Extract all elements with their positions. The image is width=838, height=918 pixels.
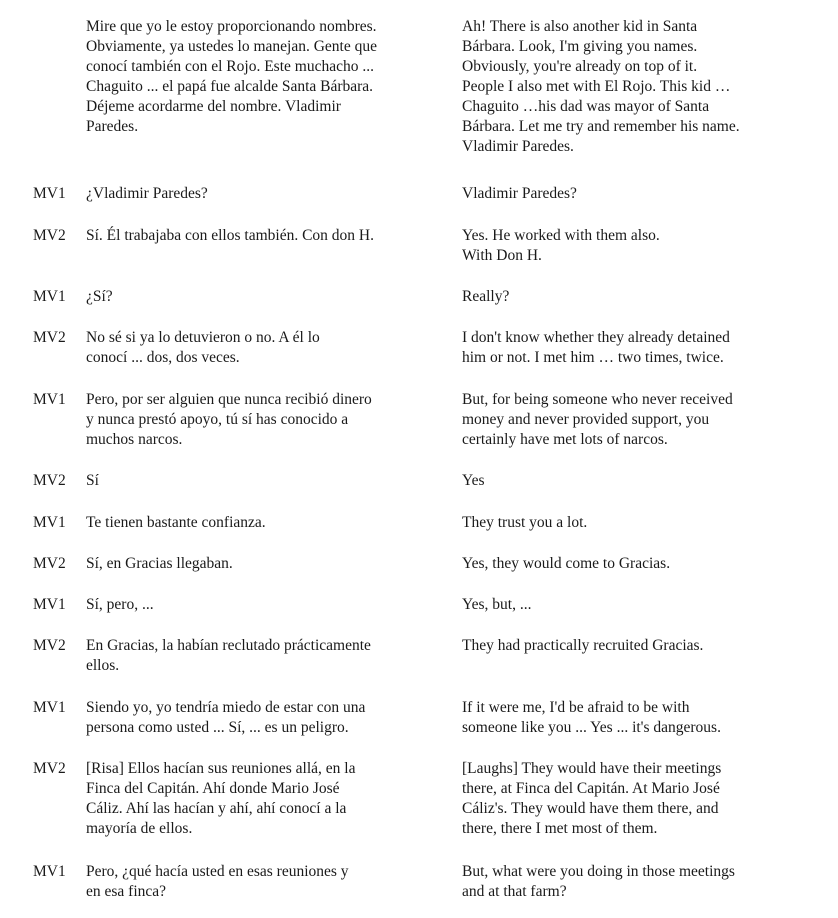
spanish-text bbox=[86, 390, 434, 450]
text-line: mayoría de ellos. bbox=[86, 820, 193, 837]
english-translation bbox=[462, 554, 802, 574]
text-line: No sé si ya lo detuvieron o no. A él lo bbox=[86, 329, 320, 346]
english-translation bbox=[462, 17, 802, 157]
speaker-label: MV2 bbox=[33, 637, 66, 654]
speaker-label: MV1 bbox=[33, 288, 66, 305]
english-translation bbox=[462, 471, 802, 491]
speaker-label: MV1 bbox=[33, 514, 66, 531]
text-line: there, there I met most of them. bbox=[462, 820, 658, 837]
english-translation bbox=[462, 862, 802, 902]
text-line: and at that farm? bbox=[462, 883, 567, 900]
text-line: Sí, en Gracias llegaban. bbox=[86, 555, 233, 572]
text-line: ¿Sí? bbox=[86, 288, 113, 305]
spanish-text bbox=[86, 513, 434, 533]
speaker-label: MV1 bbox=[33, 391, 66, 408]
text-line: With Don H. bbox=[462, 247, 542, 264]
text-line: Bárbara. Look, I'm giving you names. bbox=[462, 38, 698, 55]
text-line: Yes, they would come to Gracias. bbox=[462, 555, 671, 572]
text-line: They trust you a lot. bbox=[462, 514, 588, 531]
text-line: someone like you ... Yes ... it's dangerous. bbox=[462, 719, 721, 736]
spanish-text bbox=[86, 636, 434, 676]
speaker-label: MV1 bbox=[33, 596, 66, 613]
speaker-label: MV2 bbox=[33, 555, 66, 572]
text-line: Yes bbox=[462, 472, 485, 489]
spanish-text bbox=[86, 554, 434, 574]
text-line: I don't know whether they already detained bbox=[462, 329, 730, 346]
spanish-text bbox=[86, 287, 434, 307]
speaker-label: MV2 bbox=[33, 329, 66, 346]
text-line: People I also met with El Rojo. This kid … bbox=[462, 78, 731, 95]
text-line: certainly have met lots of narcos. bbox=[462, 431, 668, 448]
speaker-label: MV2 bbox=[33, 227, 66, 244]
text-line: en esa finca? bbox=[86, 883, 167, 900]
text-line: Sí bbox=[86, 472, 99, 489]
text-line: him or not. I met him … two times, twice. bbox=[462, 349, 724, 366]
spanish-text bbox=[86, 595, 434, 615]
text-line: Pero, por ser alguien que nunca recibió dinero bbox=[86, 391, 372, 408]
text-line: Paredes. bbox=[86, 118, 139, 135]
speaker-label: MV1 bbox=[33, 699, 66, 716]
text-line: Finca del Capitán. Ahí donde Mario José bbox=[86, 780, 340, 797]
english-translation bbox=[462, 184, 802, 204]
english-translation bbox=[462, 636, 802, 656]
english-translation bbox=[462, 595, 802, 615]
text-line: Cáliz's. They would have them there, and bbox=[462, 800, 719, 817]
text-line: Cáliz. Ahí las hacían y ahí, ahí conocí a la bbox=[86, 800, 347, 817]
text-line: Déjeme acordarme del nombre. Vladimir bbox=[86, 98, 341, 115]
text-line: there, at Finca del Capitán. At Mario José bbox=[462, 780, 720, 797]
spanish-text bbox=[86, 226, 434, 246]
text-line: ellos. bbox=[86, 657, 120, 674]
text-line: persona como usted ... Sí, ... es un peligro. bbox=[86, 719, 349, 736]
text-line: But, what were you doing in those meetings bbox=[462, 863, 735, 880]
text-line: Mire que yo le estoy proporcionando nombres. bbox=[86, 18, 377, 35]
text-line: Vladimir Paredes. bbox=[462, 138, 574, 155]
text-line: muchos narcos. bbox=[86, 431, 183, 448]
text-line: Te tienen bastante confianza. bbox=[86, 514, 266, 531]
english-translation bbox=[462, 287, 802, 307]
speaker-label: MV1 bbox=[33, 185, 66, 202]
text-line: But, for being someone who never received bbox=[462, 391, 733, 408]
spanish-text bbox=[86, 328, 434, 368]
text-line: Obviously, you're already on top of it. bbox=[462, 58, 698, 75]
text-line: Siendo yo, yo tendría miedo de estar con una bbox=[86, 699, 366, 716]
spanish-text bbox=[86, 17, 434, 137]
text-line: [Risa] Ellos hacían sus reuniones allá, en la bbox=[86, 760, 356, 777]
text-line: conocí también con el Rojo. Este muchacho ... bbox=[86, 58, 374, 75]
text-line: Obviamente, ya ustedes lo manejan. Gente que bbox=[86, 38, 377, 55]
text-line: Chaguito …his dad was mayor of Santa bbox=[462, 98, 710, 115]
text-line: Chaguito ... el papá fue alcalde Santa Bárbara. bbox=[86, 78, 374, 95]
speaker-label: MV2 bbox=[33, 760, 66, 777]
text-line: Yes, but, ... bbox=[462, 596, 532, 613]
text-line: En Gracias, la habían reclutado prácticamente bbox=[86, 637, 371, 654]
english-translation bbox=[462, 226, 802, 266]
spanish-text bbox=[86, 184, 434, 204]
speaker-label: MV2 bbox=[33, 472, 66, 489]
text-line: ¿Vladimir Paredes? bbox=[86, 185, 208, 202]
english-translation bbox=[462, 390, 802, 450]
text-line: If it were me, I'd be afraid to be with bbox=[462, 699, 690, 716]
spanish-text bbox=[86, 471, 434, 491]
text-line: Sí. Él trabajaba con ellos también. Con don H. bbox=[86, 227, 374, 244]
text-line: [Laughs] They would have their meetings bbox=[462, 760, 722, 777]
english-translation bbox=[462, 759, 802, 839]
text-line: They had practically recruited Gracias. bbox=[462, 637, 704, 654]
text-line: Sí, pero, ... bbox=[86, 596, 154, 613]
text-line: conocí ... dos, dos veces. bbox=[86, 349, 240, 366]
text-line: Yes. He worked with them also. bbox=[462, 227, 660, 244]
english-translation bbox=[462, 513, 802, 533]
text-line: Ah! There is also another kid in Santa bbox=[462, 18, 698, 35]
text-line: Bárbara. Let me try and remember his name. bbox=[462, 118, 740, 135]
text-line: Vladimir Paredes? bbox=[462, 185, 577, 202]
text-line: y nunca prestó apoyo, tú sí has conocido a bbox=[86, 411, 349, 428]
speaker-label: MV1 bbox=[33, 863, 66, 880]
text-line: money and never provided support, you bbox=[462, 411, 710, 428]
text-line: Really? bbox=[462, 288, 510, 305]
spanish-text bbox=[86, 862, 434, 902]
english-translation bbox=[462, 698, 802, 738]
spanish-text bbox=[86, 698, 434, 738]
spanish-text bbox=[86, 759, 434, 839]
english-translation bbox=[462, 328, 802, 368]
text-line: Pero, ¿qué hacía usted en esas reuniones y bbox=[86, 863, 349, 880]
